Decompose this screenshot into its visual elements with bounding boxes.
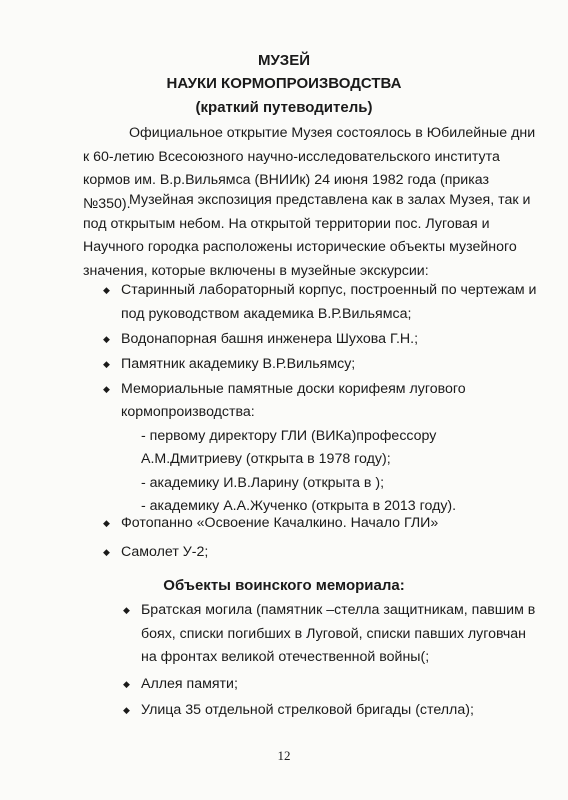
list-item-text: Мемориальные памятные доски корифеям лугового кормопроизводства: [121, 380, 466, 420]
bullet-icon: ◆ [123, 678, 130, 689]
memorial-plaques-list [121, 425, 541, 519]
list-item [103, 353, 541, 377]
list-item [103, 378, 541, 519]
bullet-icon: ◆ [103, 518, 110, 528]
list-item-text: Улица 35 отдельной стрелковой бригады (стелла); [141, 702, 474, 718]
list-item [103, 279, 541, 326]
page-number: 12 [277, 748, 291, 763]
list-item-text: Самолет У-2; [121, 543, 209, 560]
bullet-icon: ◆ [123, 605, 130, 615]
bullet-icon: ◆ [103, 383, 110, 394]
sublist-item: - первому директору ГЛИ (ВИКа)профессору А.М.Дмитриеву (открыта в 1978 году); [141, 427, 437, 467]
bullet-icon: ◆ [103, 333, 110, 344]
section-heading-memorial: Объекты воинского мемориала: [163, 577, 405, 594]
bullet-icon: ◆ [103, 285, 110, 295]
sublist-item: - академику И.В.Ларину (открыта в ); [141, 474, 385, 491]
bullet-icon: ◆ [103, 546, 110, 557]
list-item [103, 328, 541, 352]
list-item-text: Водонапорная башня инженера Шухова Г.Н.; [121, 330, 419, 347]
list-item [103, 512, 541, 536]
title-subject: НАУКИ КОРМОПРОИЗВОДСТВА [166, 75, 402, 92]
list-item-text: Старинный лабораторный корпус, построенный по чертежам и под руководством академика В.Р.Вильямса; [121, 282, 537, 322]
sublist-item: - академику А.А.Жученко (открыта в 2013 году). [141, 498, 457, 514]
objects-list-continued [103, 512, 541, 569]
objects-list [103, 279, 541, 520]
list-item [123, 699, 541, 723]
paragraph-exposition: Музейная экспозиция представлена как в залах Музея, так и под открытым небом. На открытой территории пос. Луговая и Научного городка расположены исторические объекты музейного значения, которые включены в музейные экскурсии: [83, 192, 531, 279]
memorial-objects-list [123, 599, 541, 726]
bullet-icon: ◆ [103, 358, 110, 369]
list-item-text: Братская могила (памятник –стелла защитникам, павшим в боях, списки погибших в Луговой, списки павших луговчан на фронтах великой отечественной войны(; [141, 602, 536, 665]
title-guide: (краткий путеводитель) [195, 99, 373, 116]
list-item [123, 673, 541, 697]
list-item-text: Аллея памяти; [141, 675, 238, 692]
paragraph-opening: Официальное открытие Музея состоялось в Юбилейные дни к 60-летию Всесоюзного научно-исследовательского института кормов им. В.р.Вильямса (ВНИИк) 24 июня 1982 года (приказ №350). [83, 125, 536, 212]
list-item-text: Памятник академику В.Р.Вильямсу; [121, 355, 356, 372]
bullet-icon: ◆ [123, 705, 130, 715]
title-museum: МУЗЕЙ [257, 52, 310, 69]
list-item [123, 599, 541, 670]
list-item-text: Фотопанно «Освоение Качалкино. Начало ГЛИ» [121, 515, 439, 531]
list-item [103, 541, 541, 565]
